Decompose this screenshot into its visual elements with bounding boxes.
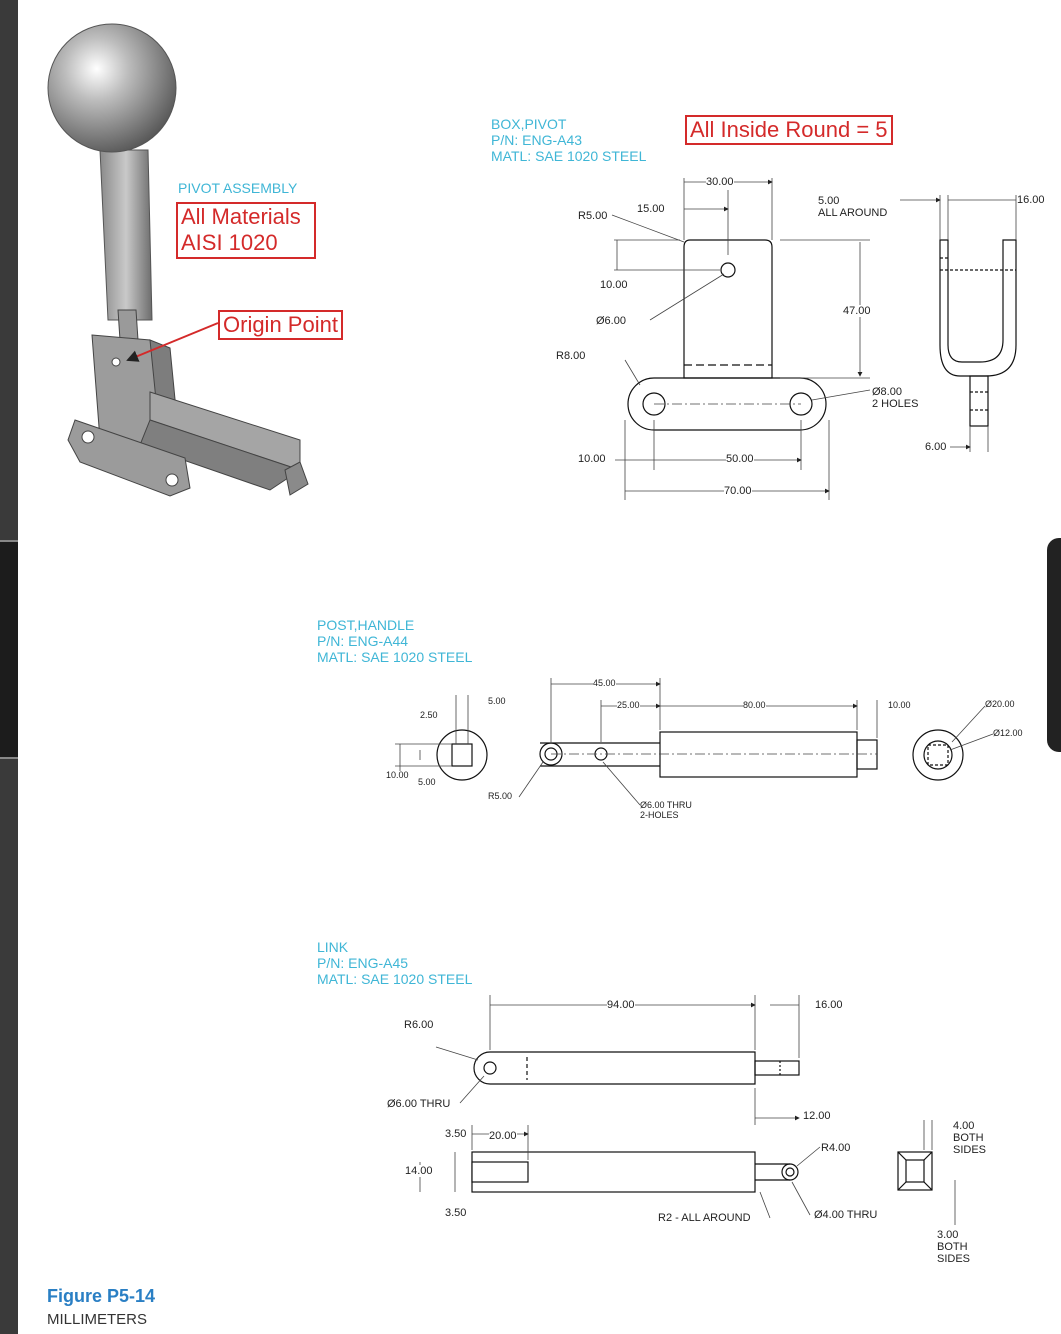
box-pivot-header: BOX,PIVOT P/N: ENG-A43 MATL: SAE 1020 STEEL <box>491 116 647 165</box>
link-dim-94: 94.00 <box>607 999 635 1011</box>
post-dim-2-50: 2.50 <box>420 710 438 720</box>
box-pivot-side-view <box>940 240 1016 426</box>
box-pivot-front-view <box>628 240 826 430</box>
pivot-assembly-render <box>48 24 308 496</box>
link-dim-3-50a: 3.50 <box>445 1128 467 1140</box>
dim-15: 15.00 <box>637 203 665 215</box>
link-dim-r4: R4.00 <box>821 1142 851 1154</box>
post-handle-views <box>437 730 963 780</box>
post-dim-r5: R5.00 <box>488 791 513 801</box>
link-views <box>472 1052 932 1192</box>
dim-all-around: 5.00 ALL AROUND <box>818 195 888 220</box>
link-dim-14: 14.00 <box>405 1165 433 1177</box>
dim-16: 16.00 <box>1017 194 1045 206</box>
dim-70: 70.00 <box>724 485 752 497</box>
dim-dia8: Ø8.00 2 HOLES <box>872 386 919 411</box>
link-dim-12: 12.00 <box>803 1110 831 1122</box>
dim-50: 50.00 <box>726 453 754 465</box>
origin-point-note: Origin Point <box>218 310 343 340</box>
post-dim-10b: 10.00 <box>888 700 911 710</box>
assembly-title: PIVOT ASSEMBLY <box>178 180 298 196</box>
link-dim-r6: R6.00 <box>404 1019 434 1031</box>
link-dim-20: 20.00 <box>489 1130 517 1142</box>
dim-6: 6.00 <box>925 441 947 453</box>
figure-title: Figure P5-14 <box>47 1286 156 1306</box>
post-dim-dia12: Ø12.00 <box>993 728 1023 738</box>
link-dim-dia6: Ø6.00 THRU <box>387 1098 451 1110</box>
dim-r5: R5.00 <box>578 210 608 222</box>
post-dim-5a: 5.00 <box>488 696 506 706</box>
dim-47: 47.00 <box>843 305 871 317</box>
link-dim-4-both: 4.00 BOTH SIDES <box>953 1120 987 1157</box>
post-dim-5b: 5.00 <box>418 777 436 787</box>
dim-dia6: Ø6.00 <box>596 315 626 327</box>
link-dim-dia4: Ø4.00 THRU <box>814 1209 878 1221</box>
link-header: LINK P/N: ENG-A45 MATL: SAE 1020 STEEL <box>317 939 473 988</box>
figure-units: MILLIMETERS <box>47 1311 148 1328</box>
post-dim-dia20: Ø20.00 <box>985 699 1015 709</box>
dim-10a: 10.00 <box>600 279 628 291</box>
dim-30: 30.00 <box>706 176 734 188</box>
dim-r8: R8.00 <box>556 350 586 362</box>
inside-round-note: All Inside Round = 5 <box>685 115 893 145</box>
post-dim-45: 45.00 <box>593 678 616 688</box>
post-dim-dia6: Ø6.00 THRU 2-HOLES <box>640 801 692 822</box>
link-dim-16: 16.00 <box>815 999 843 1011</box>
link-dim-3-50b: 3.50 <box>445 1207 467 1219</box>
post-dim-80: 80.00 <box>743 700 766 710</box>
post-dim-25: 25.00 <box>617 700 640 710</box>
dim-10b: 10.00 <box>578 453 606 465</box>
post-handle-header: POST,HANDLE P/N: ENG-A44 MATL: SAE 1020 STEEL <box>317 617 473 666</box>
link-dim-3-both: 3.00 BOTH SIDES <box>937 1229 971 1266</box>
materials-note: All Materials AISI 1020 <box>176 202 316 259</box>
link-dim-r2: R2 - ALL AROUND <box>658 1212 751 1224</box>
post-dim-10: 10.00 <box>386 770 409 780</box>
